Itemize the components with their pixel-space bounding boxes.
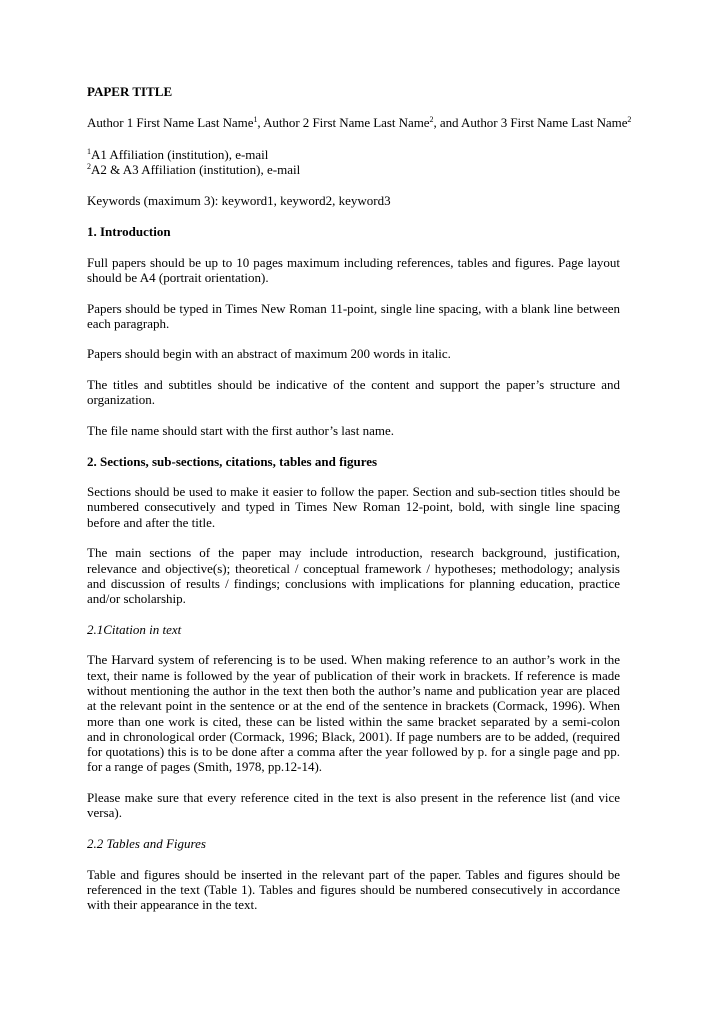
body-paragraph: The titles and subtitles should be indicative of the content and support the paper’s structure and organization. — [87, 377, 620, 408]
affiliation-mark: 2 — [87, 162, 91, 172]
author-separator: , — [257, 114, 264, 130]
affiliation-line — [87, 147, 620, 162]
affiliation-line — [87, 162, 620, 177]
body-paragraph: The Harvard system of referencing is to be used. When making reference to an author’s work in the text, their name is followed by the year of publication of their work in brackets. If reference is made without mentioning the author in the text then both the author’s name and publication year are placed at the relevant point in the sentence or at the end of the sentence in brackets (Cormack, 1996). When more than one work is cited, these can be listed within the same bracket separated by a semi-colon and in chronological order (Cormack, 1996; Black, 2001). If page numbers are to be added, (required for quotations) this is to be done after a comma after the year followed by p. for a single page and pp. for a range of pages (Smith, 1978, pp.12-14). — [87, 652, 620, 775]
document-page — [87, 84, 632, 928]
author-list — [87, 114, 632, 130]
body-paragraph: Papers should begin with an abstract of maximum 200 words in italic. — [87, 346, 451, 362]
subsection-heading-tables-figures: 2.2 Tables and Figures — [87, 835, 206, 851]
body-paragraph: The file name should start with the first author’s last name. — [87, 422, 394, 438]
author-separator: , and — [433, 114, 461, 130]
section-heading-sections: 2. Sections, sub-sections, citations, tables and figures — [87, 453, 378, 469]
body-paragraph: Full papers should be up to 10 pages maximum including references, tables and figures. Page layout should be A4 (portrait orientation). — [87, 254, 620, 285]
affiliation-text: A2 & A3 Affiliation (institution), e-mail — [91, 162, 301, 178]
author-name: Author 2 First Name Last Name — [263, 114, 430, 130]
body-paragraph: Please make sure that every reference cited in the text is also present in the reference list (and vice versa). — [87, 790, 620, 821]
author-affiliation-mark: 2 — [627, 114, 632, 124]
keywords-line: Keywords (maximum 3): keyword1, keyword2, keyword3 — [87, 193, 391, 209]
subsection-heading-citation: 2.1Citation in text — [87, 621, 182, 637]
body-paragraph: Sections should be used to make it easier to follow the paper. Section and sub-section titles should be numbered consecutively and typed in Times New Roman 12-point, bold, with single line spacing before and after the title. — [87, 484, 620, 530]
author-affiliation-mark: 2 — [429, 114, 434, 124]
body-paragraph: The main sections of the paper may include introduction, research background, justification, relevance and objective(s); theoretical / conceptual framework / hypotheses; methodology; analysis and discussion of results / findings; conclusions with implications for planning education, practice and/or scholarship. — [87, 545, 620, 607]
body-paragraph: Papers should be typed in Times New Roman 11-point, single line spacing, with a blank line between each paragraph. — [87, 300, 620, 331]
body-paragraph: Table and figures should be inserted in the relevant part of the paper. Tables and figures should be referenced in the text (Table 1). Tables and figures should be numbered consecutively in accordance with their appearance in the text. — [87, 866, 620, 913]
author-name: Author 3 First Name Last Name — [460, 114, 628, 130]
section-heading-introduction: 1. Introduction — [87, 224, 171, 240]
author-name: Author 1 First Name Last Name — [87, 114, 254, 130]
affiliation-text: A1 Affiliation (institution), e-mail — [91, 146, 269, 162]
author-affiliation-mark: 1 — [253, 114, 258, 124]
affiliation-mark: 1 — [87, 146, 91, 156]
affiliation-list — [87, 147, 620, 178]
paper-title: PAPER TITLE — [87, 84, 173, 99]
